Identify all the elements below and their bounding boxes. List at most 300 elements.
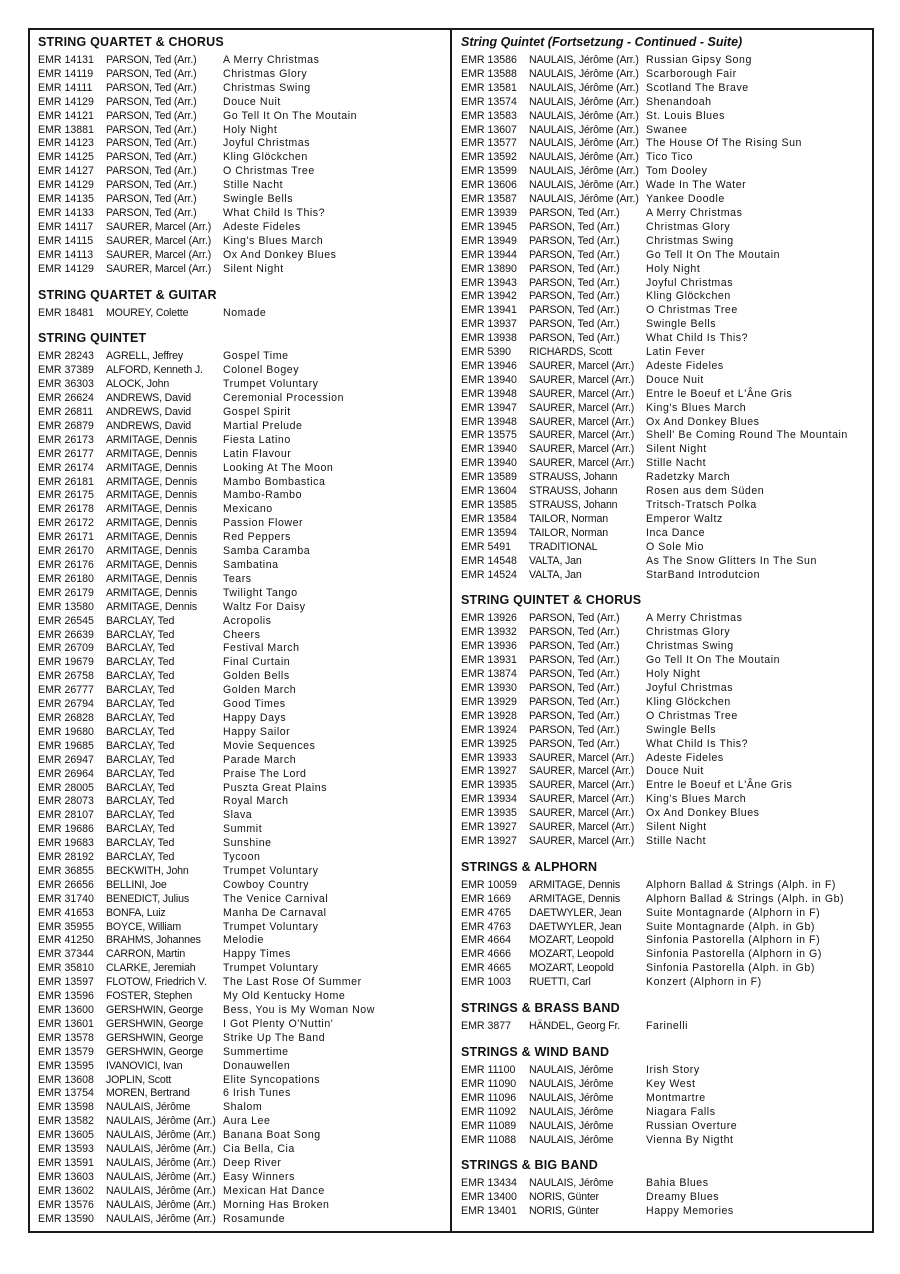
- catalog-row: [461, 1177, 866, 1191]
- composer-name: ANDREWS, David: [106, 406, 192, 419]
- composer-name: PARSON, Ted (Arr.): [106, 151, 197, 164]
- composer-name: VALTA, Jan: [529, 568, 582, 581]
- composer-name: BOYCE, William: [106, 920, 182, 933]
- composer-name: PARSON, Ted (Arr.): [529, 332, 620, 345]
- ref-number: EMR 5390: [461, 346, 512, 359]
- catalog-row: [461, 304, 866, 318]
- catalog-row: [38, 921, 444, 935]
- composer-name: ARMITAGE, Dennis: [106, 531, 198, 544]
- catalog-row: [38, 406, 444, 420]
- composer-name: BARCLAY, Ted: [106, 767, 175, 780]
- composer-name: PARSON, Ted (Arr.): [529, 276, 620, 289]
- ref-number: EMR 41250: [38, 934, 94, 947]
- ref-number: EMR 11092: [461, 1105, 517, 1118]
- work-title: Tom Dooley: [646, 165, 708, 178]
- ref-number: EMR 3877: [461, 1020, 512, 1033]
- composer-name: ARMITAGE, Dennis: [106, 586, 198, 599]
- composer-name: PARSON, Ted (Arr.): [106, 109, 197, 122]
- ref-number: EMR 14119: [38, 67, 94, 80]
- work-title: Ox And Donkey Blues: [646, 415, 760, 428]
- catalog-row: [38, 489, 444, 503]
- catalog-row: [38, 782, 444, 796]
- catalog-row: [461, 1205, 866, 1219]
- composer-name: BELLINI, Joe: [106, 878, 167, 891]
- ref-number: EMR 26758: [38, 670, 94, 683]
- ref-number: EMR 13581: [461, 81, 517, 94]
- work-title: Russian Overture: [646, 1119, 738, 1132]
- work-title: Adeste Fideles: [646, 751, 724, 764]
- ref-number: EMR 11096: [461, 1091, 517, 1104]
- work-title: Cowboy Country: [223, 878, 310, 891]
- catalog-row: [461, 1120, 866, 1134]
- ref-number: EMR 13599: [461, 165, 517, 178]
- catalog-row: [38, 740, 444, 754]
- work-title: Mexican Hat Dance: [223, 1184, 325, 1197]
- ref-number: EMR 13927: [461, 821, 517, 834]
- catalog-row: [461, 626, 866, 640]
- catalog-row: [38, 809, 444, 823]
- ref-number: EMR 26879: [38, 419, 94, 432]
- work-title: Go Tell It On The Moutain: [223, 109, 358, 122]
- composer-name: PARSON, Ted (Arr.): [106, 95, 197, 108]
- ref-number: EMR 13874: [461, 668, 517, 681]
- catalog-row: [461, 696, 866, 710]
- catalog-row: [38, 364, 444, 378]
- catalog-row: [461, 124, 866, 138]
- ref-number: EMR 26180: [38, 572, 94, 585]
- catalog-row: [38, 517, 444, 531]
- catalog-page: [28, 28, 874, 1233]
- catalog-row: [38, 823, 444, 837]
- ref-number: EMR 28073: [38, 795, 94, 808]
- composer-name: BARCLAY, Ted: [106, 656, 175, 669]
- catalog-row: [38, 1074, 444, 1088]
- work-title: Manha De Carnaval: [223, 906, 327, 919]
- work-title: Silent Night: [646, 821, 707, 834]
- work-title: Stille Nacht: [646, 834, 707, 847]
- catalog-row: [38, 907, 444, 921]
- ref-number: EMR 14117: [38, 220, 94, 233]
- composer-name: NAULAIS, Jérôme (Arr.): [529, 137, 639, 150]
- composer-name: GERSHWIN, George: [106, 1045, 204, 1058]
- composer-name: IVANOVICI, Ivan: [106, 1059, 183, 1072]
- composer-name: NAULAIS, Jérôme: [529, 1077, 614, 1090]
- catalog-row: [38, 601, 444, 615]
- catalog-row: [38, 165, 444, 179]
- work-title: Joyful Christmas: [646, 681, 734, 694]
- composer-name: PARSON, Ted (Arr.): [106, 54, 197, 66]
- work-title: What Child Is This?: [223, 206, 326, 219]
- catalog-row: [38, 151, 444, 165]
- ref-number: EMR 13584: [461, 512, 517, 525]
- ref-number: EMR 35955: [38, 920, 94, 933]
- ref-number: EMR 4763: [461, 920, 512, 933]
- work-title: Ceremonial Procession: [223, 392, 345, 405]
- catalog-row: [38, 235, 444, 249]
- composer-name: RUETTI, Carl: [529, 976, 591, 989]
- work-title: Deep River: [223, 1156, 282, 1169]
- ref-number: EMR 13574: [461, 95, 517, 108]
- composer-name: NAULAIS, Jérôme: [106, 1101, 191, 1114]
- catalog-row: [461, 1134, 866, 1148]
- work-title: Yankee Doodle: [646, 193, 725, 206]
- composer-name: PARSON, Ted (Arr.): [106, 67, 197, 80]
- catalog-row: [461, 835, 866, 849]
- composer-name: BARCLAY, Ted: [106, 711, 175, 724]
- ref-number: EMR 13601: [38, 1017, 94, 1030]
- work-title: Kling Glöckchen: [223, 151, 308, 164]
- work-title: The Last Rose Of Summer: [223, 976, 362, 989]
- ref-number: EMR 13754: [38, 1087, 94, 1100]
- catalog-row: [461, 457, 866, 471]
- ref-number: EMR 14135: [38, 193, 94, 206]
- ref-number: EMR 13927: [461, 765, 517, 778]
- work-title: Happy Memories: [646, 1205, 734, 1218]
- catalog-row: [38, 615, 444, 629]
- catalog-row: [38, 249, 444, 263]
- composer-name: NORIS, Günter: [529, 1205, 599, 1218]
- work-title: Donauwellen: [223, 1059, 291, 1072]
- composer-name: PARSON, Ted (Arr.): [529, 234, 620, 247]
- composer-name: ARMITAGE, Dennis: [529, 878, 621, 891]
- work-title: Latin Flavour: [223, 447, 292, 460]
- work-title: A Merry Christmas: [646, 206, 743, 219]
- catalog-row: [38, 837, 444, 851]
- ref-number: EMR 13948: [461, 387, 517, 400]
- work-title: Trumpet Voluntary: [223, 962, 319, 975]
- composer-name: NAULAIS, Jérôme (Arr.): [106, 1129, 216, 1142]
- ref-number: EMR 26964: [38, 767, 94, 780]
- ref-number: EMR 26174: [38, 461, 94, 474]
- composer-name: NAULAIS, Jérôme (Arr.): [529, 109, 639, 122]
- catalog-row: [461, 779, 866, 793]
- composer-name: SAURER, Marcel (Arr.): [529, 443, 635, 456]
- work-title: As The Snow Glitters In The Sun: [646, 554, 817, 567]
- catalog-row: [38, 462, 444, 476]
- catalog-section: [461, 861, 866, 990]
- catalog-row: [461, 724, 866, 738]
- composer-name: BARCLAY, Ted: [106, 670, 175, 683]
- catalog-row: [461, 668, 866, 682]
- ref-number: EMR 5491: [461, 540, 512, 553]
- catalog-section: [38, 332, 444, 1226]
- ref-number: EMR 26181: [38, 475, 94, 488]
- catalog-row: [38, 420, 444, 434]
- composer-name: NAULAIS, Jérôme (Arr.): [529, 54, 639, 66]
- section-heading: STRING QUARTET & GUITAR: [38, 287, 217, 302]
- composer-name: NAULAIS, Jérôme (Arr.): [106, 1170, 216, 1183]
- work-title: Gospel Spirit: [223, 406, 291, 419]
- ref-number: EMR 14129: [38, 262, 94, 275]
- catalog-row: [38, 54, 444, 68]
- catalog-row: [38, 179, 444, 193]
- composer-name: NAULAIS, Jérôme (Arr.): [529, 81, 639, 94]
- work-title: Final Curtain: [223, 656, 291, 669]
- ref-number: EMR 13595: [38, 1059, 94, 1072]
- catalog-row: [38, 851, 444, 865]
- composer-name: SAURER, Marcel (Arr.): [106, 248, 212, 261]
- work-title: O Christmas Tree: [646, 709, 738, 722]
- ref-number: EMR 13928: [461, 709, 517, 722]
- composer-name: PARSON, Ted (Arr.): [529, 709, 620, 722]
- work-title: Swanee: [646, 123, 688, 136]
- composer-name: BARCLAY, Ted: [106, 642, 175, 655]
- work-title: Kling Glöckchen: [646, 290, 731, 303]
- ref-number: EMR 26828: [38, 711, 94, 724]
- catalog-row: [461, 569, 866, 583]
- ref-number: EMR 28243: [38, 350, 94, 363]
- work-title: Strike Up The Band: [223, 1031, 326, 1044]
- composer-name: NAULAIS, Jérôme (Arr.): [106, 1198, 216, 1211]
- work-title: Summit: [223, 823, 263, 836]
- composer-name: CARRON, Martin: [106, 948, 186, 961]
- catalog-row: [38, 1060, 444, 1074]
- catalog-row: [461, 710, 866, 724]
- composer-name: BARCLAY, Ted: [106, 795, 175, 808]
- work-title: Waltz For Daisy: [223, 600, 306, 613]
- work-title: Ox And Donkey Blues: [646, 807, 760, 820]
- work-title: Mambo-Rambo: [223, 489, 303, 502]
- work-title: Sambatina: [223, 559, 279, 571]
- work-title: Silent Night: [223, 262, 284, 275]
- catalog-row: [461, 277, 866, 291]
- composer-name: SAURER, Marcel (Arr.): [529, 779, 635, 792]
- ref-number: EMR 13937: [461, 318, 517, 331]
- ref-number: EMR 14115: [38, 234, 94, 247]
- composer-name: NAULAIS, Jérôme (Arr.): [529, 179, 639, 192]
- ref-number: EMR 13948: [461, 415, 517, 428]
- ref-number: EMR 13590: [38, 1212, 94, 1225]
- work-title: Joyful Christmas: [223, 137, 311, 150]
- catalog-row: [38, 795, 444, 809]
- catalog-row: [38, 754, 444, 768]
- composer-name: PARSON, Ted (Arr.): [529, 220, 620, 233]
- ref-number: EMR 13587: [461, 193, 517, 206]
- composer-name: BARCLAY, Ted: [106, 684, 175, 697]
- catalog-row: [461, 1092, 866, 1106]
- ref-number: EMR 26709: [38, 642, 94, 655]
- composer-name: BARCLAY, Ted: [106, 823, 175, 836]
- work-title: Konzert (Alphorn in F): [646, 976, 762, 989]
- composer-name: NAULAIS, Jérôme (Arr.): [529, 165, 639, 178]
- ref-number: EMR 13582: [38, 1115, 94, 1128]
- catalog-row: [461, 934, 866, 948]
- catalog-row: [461, 332, 866, 346]
- composer-name: NAULAIS, Jérôme (Arr.): [529, 67, 639, 80]
- work-title: Entre le Boeuf et L'Âne Gris: [646, 387, 793, 400]
- catalog-row: [38, 573, 444, 587]
- ref-number: EMR 19686: [38, 823, 94, 836]
- composer-name: NAULAIS, Jérôme (Arr.): [106, 1143, 216, 1156]
- work-title: Suite Montagnarde (Alph. in Gb): [646, 920, 815, 933]
- section-heading: STRINGS & BIG BAND: [461, 1158, 598, 1173]
- composer-name: ANDREWS, David: [106, 419, 192, 432]
- work-title: Stille Nacht: [646, 457, 707, 470]
- ref-number: EMR 36303: [38, 378, 94, 391]
- composer-name: CLARKE, Jeremiah: [106, 962, 196, 975]
- composer-name: PARSON, Ted (Arr.): [106, 137, 197, 150]
- work-title: Irish Story: [646, 1064, 700, 1076]
- work-title: Sinfonia Pastorella (Alphorn in G): [646, 948, 822, 961]
- work-title: Douce Nuit: [646, 765, 704, 778]
- catalog-row: [38, 1087, 444, 1101]
- catalog-row: [38, 559, 444, 573]
- ref-number: EMR 4664: [461, 934, 512, 947]
- composer-name: PARSON, Ted (Arr.): [106, 165, 197, 178]
- catalog-row: [461, 527, 866, 541]
- catalog-row: [461, 948, 866, 962]
- work-title: King's Blues March: [646, 793, 747, 806]
- composer-name: SAURER, Marcel (Arr.): [529, 401, 635, 414]
- work-title: Sinfonia Pastorella (Alphorn in F): [646, 934, 821, 947]
- ref-number: EMR 13401: [461, 1205, 517, 1218]
- ref-number: EMR 14129: [38, 95, 94, 108]
- composer-name: PARSON, Ted (Arr.): [106, 81, 197, 94]
- composer-name: NAULAIS, Jérôme: [529, 1133, 614, 1146]
- ref-number: EMR 14133: [38, 206, 94, 219]
- composer-name: NORIS, Günter: [529, 1191, 599, 1204]
- ref-number: EMR 13589: [461, 471, 517, 484]
- composer-name: DAETWYLER, Jean: [529, 906, 622, 919]
- composer-name: PARSON, Ted (Arr.): [529, 626, 620, 639]
- work-title: Melodie: [223, 934, 264, 947]
- composer-name: JOPLIN, Scott: [106, 1073, 172, 1086]
- composer-name: SAURER, Marcel (Arr.): [106, 220, 212, 233]
- work-title: Scotland The Brave: [646, 81, 749, 94]
- ref-number: EMR 13940: [461, 443, 517, 456]
- ref-number: EMR 13936: [461, 640, 517, 653]
- catalog-row: [38, 263, 444, 277]
- composer-name: VALTA, Jan: [529, 554, 582, 567]
- section-heading: STRINGS & ALPHORN: [461, 859, 598, 874]
- work-title: Russian Gipsy Song: [646, 54, 752, 66]
- composer-name: STRAUSS, Johann: [529, 485, 618, 498]
- catalog-row: [38, 976, 444, 990]
- composer-name: NAULAIS, Jérôme (Arr.): [106, 1184, 216, 1197]
- work-title: Trumpet Voluntary: [223, 378, 319, 391]
- catalog-row: [461, 682, 866, 696]
- catalog-row: [461, 807, 866, 821]
- composer-name: PARSON, Ted (Arr.): [529, 681, 620, 694]
- work-title: Shell' Be Coming Round The Mountain: [646, 429, 848, 442]
- composer-name: PARSON, Ted (Arr.): [529, 262, 620, 275]
- catalog-row: [461, 443, 866, 457]
- catalog-row: [461, 235, 866, 249]
- catalog-row: [38, 378, 444, 392]
- ref-number: EMR 13604: [461, 485, 517, 498]
- catalog-row: [38, 587, 444, 601]
- composer-name: BECKWITH, John: [106, 864, 189, 877]
- work-title: Happy Times: [223, 948, 291, 961]
- right-column: [452, 30, 872, 1231]
- composer-name: BARCLAY, Ted: [106, 628, 175, 641]
- ref-number: EMR 13600: [38, 1004, 94, 1016]
- composer-name: MOZART, Leopold: [529, 948, 614, 961]
- composer-name: SAURER, Marcel (Arr.): [529, 373, 635, 386]
- catalog-row: [461, 513, 866, 527]
- work-title: Bess, You is My Woman Now: [223, 1004, 375, 1016]
- composer-name: SAURER, Marcel (Arr.): [529, 821, 635, 834]
- work-title: Suite Montagnarde (Alphorn in F): [646, 906, 821, 919]
- catalog-row: [38, 726, 444, 740]
- work-title: Kling Glöckchen: [646, 695, 731, 708]
- catalog-row: [461, 96, 866, 110]
- ref-number: EMR 26639: [38, 628, 94, 641]
- work-title: Trumpet Voluntary: [223, 920, 319, 933]
- ref-number: EMR 1669: [461, 892, 512, 905]
- catalog-row: [38, 68, 444, 82]
- ref-number: EMR 26947: [38, 753, 94, 766]
- catalog-row: [461, 471, 866, 485]
- catalog-row: [461, 402, 866, 416]
- composer-name: FOSTER, Stephen: [106, 990, 193, 1003]
- catalog-row: [461, 249, 866, 263]
- ref-number: EMR 28192: [38, 851, 94, 864]
- catalog-row: [461, 752, 866, 766]
- composer-name: NAULAIS, Jérôme (Arr.): [106, 1115, 216, 1128]
- work-title: King's Blues March: [646, 401, 747, 414]
- catalog-row: [461, 179, 866, 193]
- work-title: The Venice Carnival: [223, 892, 329, 905]
- ref-number: EMR 13935: [461, 807, 517, 820]
- ref-number: EMR 19683: [38, 837, 94, 850]
- composer-name: PARSON, Ted (Arr.): [106, 206, 197, 219]
- work-title: My Old Kentucky Home: [223, 990, 346, 1003]
- work-title: Joyful Christmas: [646, 276, 734, 289]
- composer-name: BARCLAY, Ted: [106, 851, 175, 864]
- work-title: Red Peppers: [223, 531, 291, 544]
- work-title: Go Tell It On The Moutain: [646, 248, 781, 261]
- catalog-row: [38, 1101, 444, 1115]
- ref-number: EMR 37389: [38, 364, 94, 377]
- composer-name: BARCLAY, Ted: [106, 698, 175, 711]
- ref-number: EMR 13605: [38, 1129, 94, 1142]
- work-title: Shenandoah: [646, 95, 712, 108]
- composer-name: BARCLAY, Ted: [106, 725, 175, 738]
- work-title: Christmas Glory: [646, 220, 731, 233]
- work-title: Christmas Swing: [223, 81, 311, 94]
- composer-name: SAURER, Marcel (Arr.): [529, 751, 635, 764]
- catalog-row: [38, 193, 444, 207]
- catalog-row: [38, 124, 444, 138]
- work-title: Cia Bella, Cia: [223, 1143, 295, 1156]
- work-title: Holy Night: [646, 262, 701, 275]
- work-title: Entre le Boeuf et L'Âne Gris: [646, 779, 793, 792]
- ref-number: EMR 11088: [461, 1133, 517, 1146]
- work-title: A Merry Christmas: [223, 54, 320, 66]
- work-title: Colonel Bogey: [223, 364, 300, 377]
- ref-number: EMR 26170: [38, 545, 94, 558]
- composer-name: PARSON, Ted (Arr.): [529, 668, 620, 681]
- work-title: Martial Prelude: [223, 419, 303, 432]
- composer-name: NAULAIS, Jérôme: [529, 1064, 614, 1076]
- ref-number: EMR 13603: [38, 1170, 94, 1183]
- composer-name: NAULAIS, Jérôme: [529, 1177, 614, 1190]
- ref-number: EMR 26175: [38, 489, 94, 502]
- composer-name: ARMITAGE, Dennis: [106, 503, 198, 516]
- ref-number: EMR 26624: [38, 392, 94, 405]
- ref-number: EMR 14129: [38, 179, 94, 192]
- ref-number: EMR 14121: [38, 109, 94, 122]
- ref-number: EMR 13924: [461, 723, 517, 736]
- catalog-row: [461, 962, 866, 976]
- ref-number: EMR 14125: [38, 151, 94, 164]
- work-title: Tears: [223, 572, 252, 585]
- work-title: Douce Nuit: [646, 373, 704, 386]
- catalog-row: [461, 821, 866, 835]
- work-title: Scarborough Fair: [646, 67, 737, 80]
- ref-number: EMR 26656: [38, 878, 94, 891]
